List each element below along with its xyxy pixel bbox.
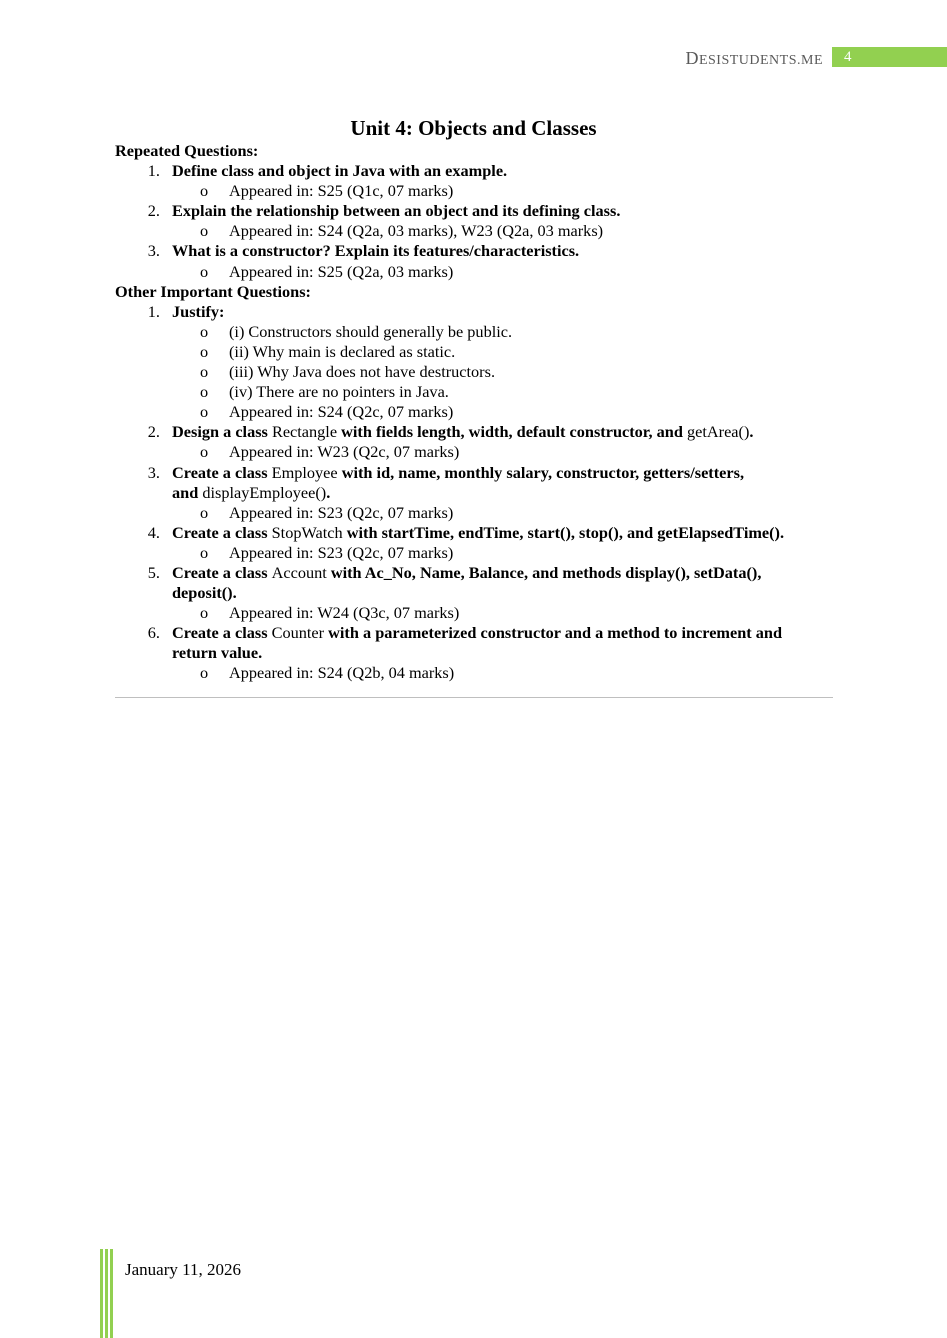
bullet-icon: o xyxy=(200,603,209,623)
sub-bullet-item xyxy=(115,603,835,623)
bullet-icon: o xyxy=(200,261,209,281)
sub-bullet-item xyxy=(115,503,835,523)
bullet-icon: o xyxy=(200,341,209,361)
question-item xyxy=(115,523,835,543)
repeated-questions-heading: Repeated Questions: xyxy=(115,141,259,160)
question-number: 6 . xyxy=(140,623,160,643)
question-number: 3 . xyxy=(140,241,160,261)
class-name: Rectangle xyxy=(271,422,338,442)
sub-bullet-item xyxy=(115,663,835,683)
question-text-part: . xyxy=(749,422,754,442)
question-number: 1 . xyxy=(140,161,160,181)
question-number: 1 . xyxy=(140,302,160,322)
appeared-in-text: Appeared in: W23 (Q2c, 07 marks) xyxy=(229,442,460,462)
question-text-part: . xyxy=(326,482,331,502)
justify-point: (i) Constructors should generally be public. xyxy=(229,321,513,341)
question-text-part: with a parameterized constructor and a method to increment and xyxy=(324,623,783,643)
question-number: 2 . xyxy=(140,201,160,221)
appeared-in-text: Appeared in: W24 (Q3c, 07 marks) xyxy=(229,603,460,623)
bullet-icon: o xyxy=(200,321,209,341)
question-item xyxy=(115,302,835,322)
question-text-part: Design a class xyxy=(172,422,272,442)
appeared-in-text: Appeared in: S25 (Q2a, 03 marks) xyxy=(229,261,454,281)
sub-bullet-item xyxy=(115,322,835,342)
question-text: What is a constructor? Explain its features/characteristics. xyxy=(172,241,580,261)
question-text-part: with fields length, width, default constructor, and xyxy=(337,422,687,442)
class-name: StopWatch xyxy=(271,522,343,542)
question-text: Define class and object in Java with an example. xyxy=(172,161,508,181)
bullet-icon: o xyxy=(200,542,209,562)
question-text-part: Create a class xyxy=(172,562,272,582)
question-item xyxy=(115,422,835,442)
question-item xyxy=(115,161,835,181)
sub-bullet-item xyxy=(115,221,835,241)
method-name: getArea() xyxy=(687,422,750,442)
question-text-part: with Ac_No, Name, Balance, and methods display(), setData(), xyxy=(326,562,762,582)
bullet-icon: o xyxy=(200,502,209,522)
question-text-part: and xyxy=(172,482,203,502)
question-text-part: return value. xyxy=(172,643,263,663)
page-number: 4 xyxy=(844,49,852,65)
bullet-icon: o xyxy=(200,181,209,201)
footer-bar xyxy=(100,1249,103,1338)
footer-bar xyxy=(105,1249,108,1338)
sub-bullet-item xyxy=(115,342,835,362)
question-text-part: Create a class xyxy=(172,623,272,643)
footer-bar xyxy=(110,1249,113,1338)
document-body xyxy=(115,141,835,684)
bullet-icon: o xyxy=(200,442,209,462)
justify-point: (ii) Why main is declared as static. xyxy=(229,341,456,361)
bullet-icon: o xyxy=(200,221,209,241)
page-title: Unit 4: Objects and Classes xyxy=(350,116,597,140)
class-name: Employee xyxy=(271,462,338,482)
bullet-icon: o xyxy=(200,382,209,402)
question-text-part: with id, name, monthly salary, constructor, getters/setters, xyxy=(337,462,745,482)
site-name xyxy=(685,48,823,71)
appeared-in-text: Appeared in: S25 (Q1c, 07 marks) xyxy=(229,181,454,201)
question-text-part: Create a class xyxy=(172,462,272,482)
sub-bullet-item xyxy=(115,382,835,402)
question-text: Explain the relationship between an object and its defining class. xyxy=(172,201,621,221)
justify-point: (iii) Why Java does not have destructors. xyxy=(229,362,496,382)
sub-bullet-item xyxy=(115,543,835,563)
method-name: displayEmployee() xyxy=(202,482,327,502)
question-item xyxy=(115,241,835,261)
question-item xyxy=(115,201,835,221)
question-text-part: with startTime, endTime, start(), stop(), and getElapsedTime(). xyxy=(342,522,785,542)
appeared-in-text: Appeared in: S24 (Q2c, 07 marks) xyxy=(229,402,454,422)
sub-bullet-item xyxy=(115,181,835,201)
question-number: 5 . xyxy=(140,563,160,583)
question-item xyxy=(115,563,835,603)
class-name: Counter xyxy=(271,623,325,643)
sub-bullet-item xyxy=(115,402,835,422)
question-text-part: Create a class xyxy=(172,522,272,542)
question-number: 2 . xyxy=(140,422,160,442)
footer-date: January 11, 2026 xyxy=(125,1260,241,1279)
bullet-icon: o xyxy=(200,362,209,382)
page-number-box xyxy=(832,47,947,67)
site-name-initial: D xyxy=(685,48,699,68)
question-text: Justify: xyxy=(172,301,225,321)
question-number: 4 . xyxy=(140,523,160,543)
class-name: Account xyxy=(271,562,327,582)
appeared-in-text: Appeared in: S24 (Q2a, 03 marks), W23 (Q2a, 03 marks) xyxy=(229,221,604,241)
question-text-part: deposit(). xyxy=(172,583,237,603)
other-questions-heading: Other Important Questions: xyxy=(115,281,311,301)
appeared-in-text: Appeared in: S23 (Q2c, 07 marks) xyxy=(229,502,454,522)
sub-bullet-item xyxy=(115,442,835,462)
horizontal-divider xyxy=(115,697,833,698)
appeared-in-text: Appeared in: S24 (Q2b, 04 marks) xyxy=(229,663,455,683)
question-item xyxy=(115,623,835,663)
question-item xyxy=(115,463,835,503)
question-number: 3 . xyxy=(140,463,160,483)
bullet-icon: o xyxy=(200,402,209,422)
appeared-in-text: Appeared in: S23 (Q2c, 07 marks) xyxy=(229,542,454,562)
sub-bullet-item xyxy=(115,362,835,382)
justify-point: (iv) There are no pointers in Java. xyxy=(229,382,449,402)
bullet-icon: o xyxy=(200,663,209,683)
sub-bullet-item xyxy=(115,262,835,282)
site-name-rest: ESISTUDENTS.ME xyxy=(698,53,823,68)
footer-accent-bars xyxy=(100,1249,114,1338)
